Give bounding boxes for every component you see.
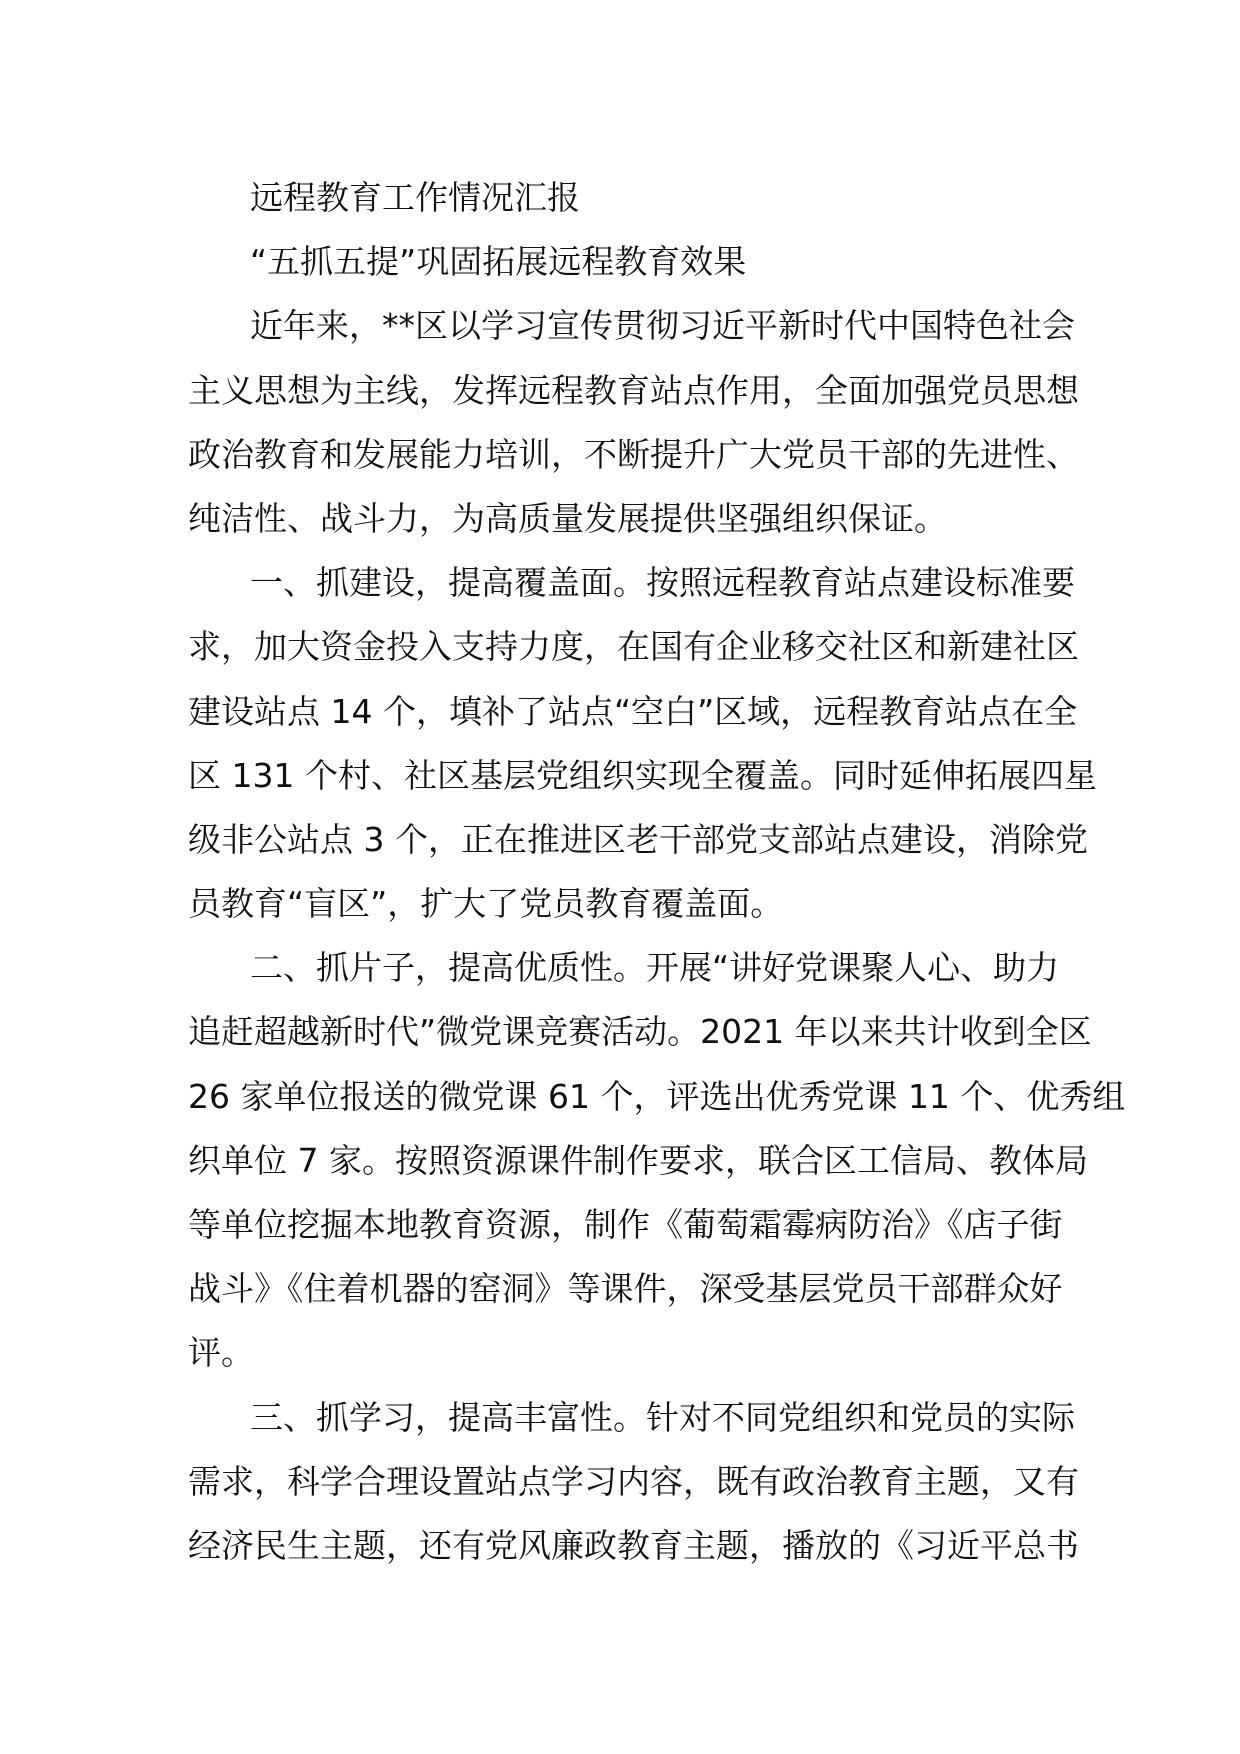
paragraph-line: 求，加大资金投入支持力度，在国有企业移交社区和新建社区	[188, 627, 1079, 667]
paragraph-line: 建设站点 14 个，填补了站点“空白”区域，远程教育站点在全	[188, 691, 1078, 731]
paragraph-line: 经济民生主题，还有党风廉政教育主题，播放的《习近平总书	[188, 1525, 1079, 1565]
paragraph-line: 等单位挖掘本地教育资源，制作《葡萄霜霉病防治》《店子街	[188, 1205, 1063, 1244]
paragraph-line: 纯洁性、战斗力，为高质量发展提供坚强组织保证。	[188, 498, 947, 538]
paragraph-line: 二、抓片子，提高优质性。开展“讲好党课聚人心、助力	[250, 948, 1060, 988]
paragraph-line: 三、抓学习，提高丰富性。针对不同党组织和党员的实际	[250, 1397, 1075, 1437]
paragraph-line: 追赶超越新时代”微党课竞赛活动。2021 年以来共计收到全区	[188, 1012, 1092, 1052]
paragraph-line: 区 131 个村、社区基层党组织实现全覆盖。同时延伸拓展四星	[188, 755, 1097, 795]
paragraph-line: 近年来，**区以学习宣传贯彻习近平新时代中国特色社会	[250, 306, 1075, 346]
paragraph-line: 26 家单位报送的微党课 61 个，评选出优秀党课 11 个、优秀组	[188, 1076, 1126, 1116]
document-subtitle: “五抓五提”巩固拓展远程教育效果	[250, 242, 747, 282]
paragraph-line: 战斗》《住着机器的窑洞》等课件，深受基层党员干部群众好	[188, 1269, 1063, 1309]
paragraph-line: 需求，科学合理设置站点学习内容，既有政治教育主题，又有	[188, 1461, 1079, 1501]
paragraph-line: 级非公站点 3 个，正在推进区老干部党支部站点建设，消除党	[188, 819, 1088, 859]
paragraph-line: 评。	[188, 1333, 254, 1373]
document-body	[188, 166, 1126, 1578]
paragraph-line: 织单位 7 家。按照资源课件制作要求，联合区工信局、教体局	[188, 1140, 1088, 1180]
paragraph-line: 主义思想为主线，发挥远程教育站点作用，全面加强党员思想	[188, 370, 1079, 410]
document-title: 远程教育工作情况汇报	[250, 178, 580, 217]
paragraph-line: 员教育“盲区”，扩大了党员教育覆盖面。	[188, 884, 784, 924]
paragraph-line: 一、抓建设，提高覆盖面。按照远程教育站点建设标准要	[250, 563, 1075, 603]
paragraph-line: 政治教育和发展能力培训，不断提升广大党员干部的先进性、	[188, 434, 1079, 474]
